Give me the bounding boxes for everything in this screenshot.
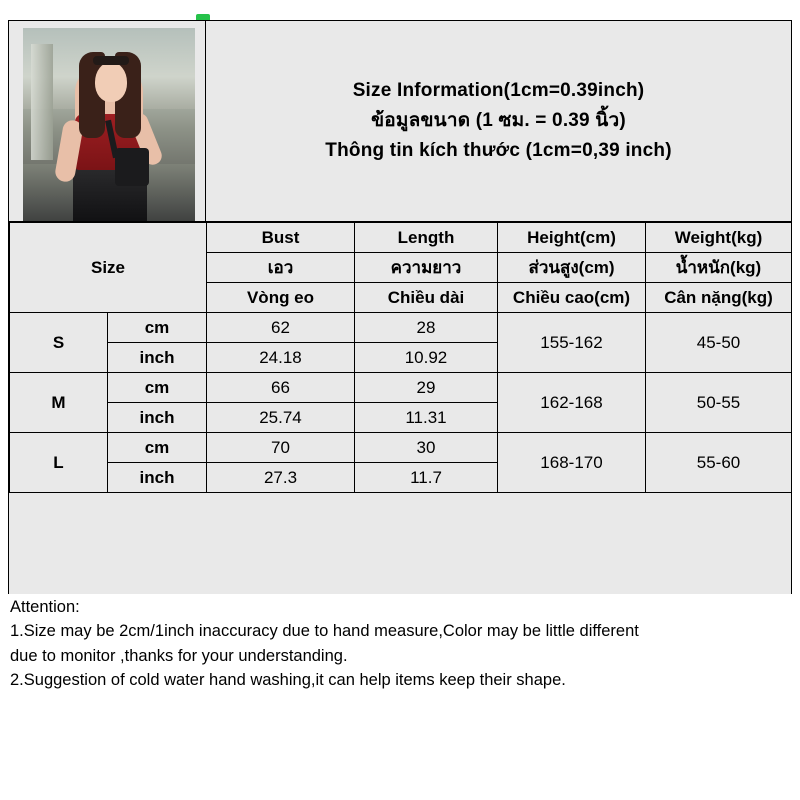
unit-cm-s: cm xyxy=(108,313,207,343)
row-size-label-l: L xyxy=(10,433,108,493)
weight-range-s: 45-50 xyxy=(646,313,792,373)
notes-line-1b: due to monitor ,thanks for your understanding. xyxy=(10,646,348,665)
header-weight-vi: Cân nặng(kg) xyxy=(646,283,792,313)
header-height-th: ส่วนสูง(cm) xyxy=(498,253,646,283)
height-range-l: 168-170 xyxy=(498,433,646,493)
size-chart-panel xyxy=(8,20,792,600)
height-range-s: 155-162 xyxy=(498,313,646,373)
height-range-m: 162-168 xyxy=(498,373,646,433)
unit-inch-l: inch xyxy=(108,463,207,493)
header-length-th: ความยาว xyxy=(355,253,498,283)
title-vietnamese: Thông tin kích thước (1cm=0,39 inch) xyxy=(325,139,672,161)
header-height-vi: Chiều cao(cm) xyxy=(498,283,646,313)
bust-cm-s: 62 xyxy=(207,313,355,343)
unit-cm-l: cm xyxy=(108,433,207,463)
length-cm-s: 28 xyxy=(355,313,498,343)
attention-notes xyxy=(8,594,792,694)
header-bust-th: เอว xyxy=(207,253,355,283)
bust-inch-l: 27.3 xyxy=(207,463,355,493)
length-cm-l: 30 xyxy=(355,433,498,463)
model-photo xyxy=(23,28,195,221)
notes-line-2: 2.Suggestion of cold water hand washing,it can help items keep their shape. xyxy=(10,671,566,690)
chart-header xyxy=(9,21,791,222)
sunglasses-icon xyxy=(93,56,129,65)
header-weight-en: Weight(kg) xyxy=(646,223,792,253)
size-table xyxy=(9,222,792,493)
notes-line-1a: 1.Size may be 2cm/1inch inaccuracy due to hand measure,Color may be little different xyxy=(10,622,639,641)
bust-cm-m: 66 xyxy=(207,373,355,403)
header-length-en: Length xyxy=(355,223,498,253)
bust-inch-m: 25.74 xyxy=(207,403,355,433)
bust-cm-l: 70 xyxy=(207,433,355,463)
model-face xyxy=(95,62,127,102)
table-row xyxy=(10,313,792,343)
length-inch-l: 11.7 xyxy=(355,463,498,493)
header-length-vi: Chiều dài xyxy=(355,283,498,313)
header-bust-en: Bust xyxy=(207,223,355,253)
handbag xyxy=(115,148,149,186)
length-inch-s: 10.92 xyxy=(355,343,498,373)
weight-range-m: 50-55 xyxy=(646,373,792,433)
bust-inch-s: 24.18 xyxy=(207,343,355,373)
title-english: Size Information(1cm=0.39inch) xyxy=(352,80,645,102)
unit-inch-s: inch xyxy=(108,343,207,373)
header-bust-vi: Vòng eo xyxy=(207,283,355,313)
weight-range-l: 55-60 xyxy=(646,433,792,493)
row-size-label-m: M xyxy=(10,373,108,433)
photo-pillar xyxy=(31,44,53,160)
unit-inch-m: inch xyxy=(108,403,207,433)
title-thai: ข้อมูลขนาด (1 ซม. = 0.39 นิ้ว) xyxy=(371,110,626,132)
header-weight-th: น้ำหนัก(kg) xyxy=(646,253,792,283)
length-cm-m: 29 xyxy=(355,373,498,403)
row-size-label-s: S xyxy=(10,313,108,373)
size-column-header: Size xyxy=(10,223,207,313)
chart-title-cell xyxy=(206,21,791,221)
unit-cm-m: cm xyxy=(108,373,207,403)
table-row xyxy=(10,373,792,403)
table-header-row-en xyxy=(10,223,792,253)
product-photo-cell xyxy=(9,21,206,221)
length-inch-m: 11.31 xyxy=(355,403,498,433)
notes-heading: Attention: xyxy=(10,598,80,616)
header-height-en: Height(cm) xyxy=(498,223,646,253)
table-row xyxy=(10,433,792,463)
